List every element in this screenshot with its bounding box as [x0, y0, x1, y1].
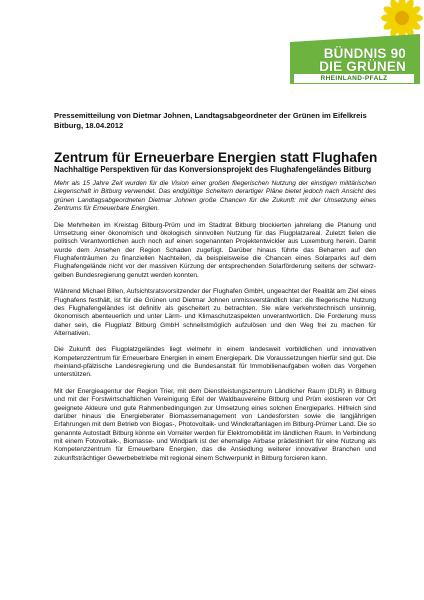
meta-date-line: Bitburg, 18.04.2012 — [54, 120, 124, 130]
page-subtitle: Nachhaltige Perspektiven für das Konversionsprojekt des Flughafengeländes Bitburg — [54, 165, 372, 174]
logo-region-band: RHEINLAND-PFALZ — [294, 74, 414, 83]
logo-line-1: BÜNDNIS 90 — [323, 46, 406, 61]
body-paragraph: Die Mehrheiten im Kreistag Bitburg-Prüm und im Stadtrat Bitburg blockierten jahrelang die Planung und Umsetzung einer ökonomisch und ökologisch sinnvollen Nutzung für das Flugplatzareal. Zuletzt fielen die politisch Verantwortlichen auch noch auf einen sogenannten Projektentwickler aus Luxemburg herein. Damit wurde dem Ansehen der Region Schaden zugefügt. Darüber hinaus führte das Beharren auf den Flughafenträumen zu finanziellen Nachteilen, da beispielsweise die Chancen eines Solarparks auf dem Flughafengelände nicht vor der massiven Kürzung der entsprechenden Solarförderung seitens der schwarz-gelben Bundesregierung genutzt werden konnten. — [54, 221, 376, 279]
body-paragraph: Die Zukunft des Flugplatzgeländes liegt vielmehr in einem landesweit vorbildlichen und innovativen Kompetenzzentrum für Erneuerbare Energien in einem Energiepark. Die Voraussetzungen hierfür sind gut. Die rheinland-pfälzische Landesregierung und die Bundesanstalt für Immobilienaufgaben wollen das Vorgehen unterstützen. — [54, 346, 376, 379]
logo-line-2: DIE GRÜNEN — [319, 59, 406, 74]
press-release-meta — [54, 111, 374, 130]
body-paragraph: Während Michael Billen, Aufsichtsratsvorsitzender der Flughafen GmbH, ungeachtet der Realität am Ziel eines Flughafens festhält, ist für die Grünen und Dietmar Johnen unmissverständlich klar: die fliegerische Nutzung des Flughafengeländes ist definitiv als gescheitert zu betrachten. Sie wäre verkehrstechnisch unsinnig, ökonomisch abenteuerlich und unter Lärm- und Klimaschutzaspekten unverantwortlich. Die Forderung muss daher sein, die Flugplatz Bitburg GmbH schnellstmöglich aufzulösen und den Weg frei zu machen für Alternativen. — [54, 288, 376, 337]
meta-author-line: Pressemitteilung von Dietmar Johnen, Landtagsabgeordneter der Grünen im Eifelkreis — [54, 111, 367, 120]
party-logo — [284, 0, 424, 84]
intro-paragraph: Mehr als 15 Jahre Zeit wurden für die Vision einer großen fliegerischen Nutzung der einstigen militärischen Liegenschaft in Bitburg verwendet. Das endgültige Scheitern derartiger Pläne bietet jedoch nach Ansicht des grünen Landtagsabgeordneten Dietmar Johnen große Chancen für die Zukunft: mit der Umsetzung eines Zentrums für Erneuerbare Energien. — [54, 180, 376, 213]
page-title: Zentrum für Erneuerbare Energien statt Flughafen — [54, 150, 378, 165]
article-body — [54, 180, 376, 471]
body-paragraph: Mit der Energieagentur der Region Trier, mit dem Dienstleistungszentrum Ländlicher Raum (DLR) in Bitburg und mit der Forstwirtschaftlichen Vereinigung Eifel der Waldbauvereine Bitburg und Prüm existieren vor Ort geeignete Akteure und gute Rahmenbedingungen zur Umsetzung eines solchen Energieparks. Hilfreich sind darüber hinaus die Energieberater Biomassemanagement von Landesforsten sowie die langjährigen Erfahrungen mit dem Betrieb von Biogas-, Photovoltaik- und Windkraftanlagen im Bitburg-Prümer Land. Die so genannte Autostadt Bitburg könnte ein Vorreiter werden für Elektromobilität im ländlichen Raum. In Verbindung mit einem Fotovoltaik-, Biomasse- und Windpark ist der ehemalige Airbase prädestiniert für eine Nutzung als Kompetenzzentrum für Erneuerbare Energien, das die Ansiedlung weiterer innovativer Branchen und zukunftsträchtiger Gewerbebetriebe mit regional einem Schwerpunkt in Bitburg forcieren kann. — [54, 387, 376, 462]
